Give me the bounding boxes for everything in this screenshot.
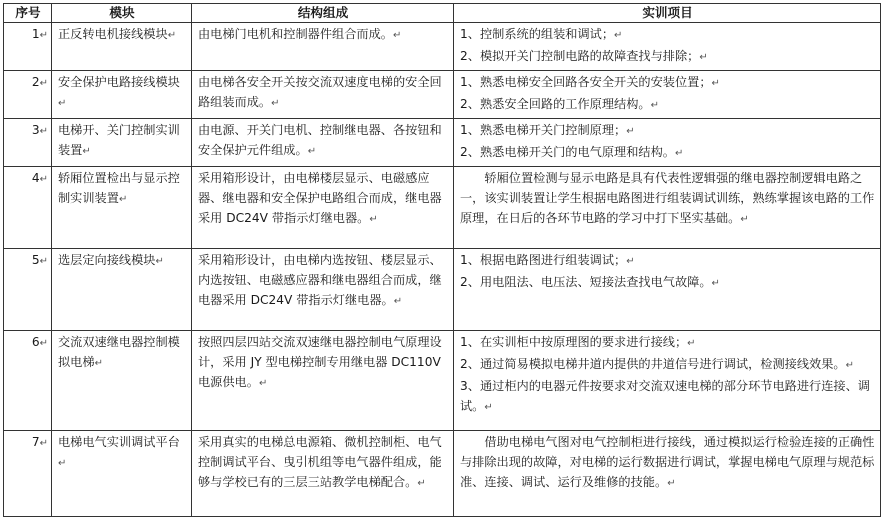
module-cell-text: 正反转电机接线模块 xyxy=(58,27,168,41)
training-item-text: 2、熟悉安全回路的工作原理结构。 xyxy=(460,97,651,111)
paragraph-mark-icon: ↵ xyxy=(58,458,67,469)
row-num-cell-text: 5 xyxy=(31,253,40,267)
structure-cell xyxy=(192,431,454,517)
training-item xyxy=(460,272,875,294)
table-row xyxy=(4,23,881,71)
training-item-text: 2、用电阻法、电压法、短接法查找电气故障。 xyxy=(460,275,712,289)
training-item xyxy=(460,120,875,142)
structure-cell xyxy=(192,331,454,431)
training-item-text: 1、在实训柜中按原理图的要求进行接线； xyxy=(460,335,688,349)
paragraph-mark-icon: ↵ xyxy=(711,78,720,89)
table-row xyxy=(4,249,881,331)
training-paragraph xyxy=(460,432,875,494)
row-num-cell xyxy=(4,331,52,431)
row-num-cell-text: 4 xyxy=(31,171,40,185)
module-cell-text: 电梯电气实训调试平台 xyxy=(58,435,180,449)
training-item xyxy=(460,46,875,68)
paragraph-mark-icon: ↵ xyxy=(271,98,280,109)
structure-cell xyxy=(192,119,454,167)
training-cell xyxy=(454,71,881,119)
paragraph-mark-icon: ↵ xyxy=(845,360,854,371)
table-row xyxy=(4,167,881,249)
module-cell xyxy=(52,331,192,431)
paragraph-mark-icon: ↵ xyxy=(740,214,749,225)
training-item-text: 2、通过简易模拟电梯井道内提供的井道信号进行调试，检测接线效果。 xyxy=(460,357,846,371)
paragraph-mark-icon: ↵ xyxy=(614,30,623,41)
paragraph-mark-icon: ↵ xyxy=(155,256,164,267)
paragraph-mark-icon: ↵ xyxy=(650,100,659,111)
table-header-row xyxy=(4,4,881,23)
training-item xyxy=(460,72,875,94)
module-cell xyxy=(52,71,192,119)
structure-cell-text: 由电源、开关门电机、控制继电器、各按钮和安全保护元件组成。 xyxy=(198,123,442,157)
training-item-text: 1、熟悉电梯开关门控制原理； xyxy=(460,123,627,137)
module-cell-text: 安全保护电路接线模块 xyxy=(58,75,180,89)
row-num-cell-text: 6 xyxy=(31,335,40,349)
module-cell xyxy=(52,119,192,167)
row-num-cell xyxy=(4,23,52,71)
paragraph-mark-icon: ↵ xyxy=(39,256,48,267)
training-item-text: 1、熟悉电梯安全回路各安全开关的安装位置； xyxy=(460,75,712,89)
paragraph-mark-icon: ↵ xyxy=(393,296,403,307)
paragraph-mark-icon: ↵ xyxy=(699,52,708,63)
training-item-text: 3、通过柜内的电器元件按要求对交流双速电梯的部分环节电路进行连接、调试。 xyxy=(460,379,870,413)
paragraph-mark-icon: ↵ xyxy=(369,214,378,225)
structure-cell-text: 按照四层四站交流双速继电器控制电气原理设计，采用 JY 型电梯控制专用继电器 DC110V 电源供电。 xyxy=(198,335,442,389)
training-equipment-table xyxy=(3,3,881,517)
training-cell xyxy=(454,431,881,517)
paragraph-mark-icon: ↵ xyxy=(258,378,268,389)
paragraph-mark-icon: ↵ xyxy=(393,30,402,41)
header-structure: 结构组成 xyxy=(192,4,454,23)
module-cell-text: 轿厢位置检出与显示控制实训装置 xyxy=(58,171,180,205)
paragraph-mark-icon: ↵ xyxy=(687,338,696,349)
paragraph-mark-icon: ↵ xyxy=(667,478,676,489)
structure-cell-text: 由电梯各安全开关按交流双速度电梯的安全回路组装而成。 xyxy=(198,75,442,109)
module-cell-text: 电梯开、关门控制实训装置 xyxy=(58,123,180,157)
paragraph-mark-icon: ↵ xyxy=(39,438,48,449)
training-item-text: 2、熟悉电梯开关门的电气原理和结构。 xyxy=(460,145,675,159)
row-num-cell xyxy=(4,431,52,517)
paragraph-mark-icon: ↵ xyxy=(626,256,635,267)
training-cell xyxy=(454,249,881,331)
header-training: 实训项目 xyxy=(454,4,881,23)
training-item xyxy=(460,250,875,272)
training-cell xyxy=(454,119,881,167)
paragraph-mark-icon: ↵ xyxy=(58,98,67,109)
header-num: 序号 xyxy=(4,4,52,23)
paragraph-mark-icon: ↵ xyxy=(39,30,48,41)
row-num-cell-text: 3 xyxy=(31,123,40,137)
training-item xyxy=(460,376,875,418)
training-item xyxy=(460,24,875,46)
training-item xyxy=(460,142,875,164)
row-num-cell xyxy=(4,167,52,249)
module-cell xyxy=(52,23,192,71)
table-row xyxy=(4,431,881,517)
paragraph-mark-icon: ↵ xyxy=(711,278,720,289)
module-cell xyxy=(52,167,192,249)
training-item xyxy=(460,332,875,354)
training-paragraph xyxy=(460,168,875,230)
training-item-text: 2、模拟开关门控制电路的故障查找与排除； xyxy=(460,49,700,63)
module-cell-text: 选层定向接线模块 xyxy=(58,253,156,267)
structure-cell-text: 采用箱形设计，由电梯楼层显示、电磁感应器、继电器和安全保护电路组合而成，继电器采用 DC24V 带指示灯继电器。 xyxy=(198,171,442,225)
structure-cell-text: 采用真实的电梯总电源箱、微机控制柜、电气控制调试平台、曳引机组等电气器件组成，能够与学校已有的三层三站教学电梯配合。 xyxy=(198,435,442,489)
training-item xyxy=(460,94,875,116)
paragraph-mark-icon: ↵ xyxy=(39,78,48,89)
training-cell xyxy=(454,23,881,71)
row-num-cell-text: 7 xyxy=(31,435,40,449)
row-num-cell-text: 2 xyxy=(31,75,40,89)
structure-cell xyxy=(192,71,454,119)
paragraph-mark-icon: ↵ xyxy=(626,126,635,137)
row-num-cell xyxy=(4,119,52,167)
paragraph-mark-icon: ↵ xyxy=(307,146,317,157)
paragraph-mark-icon: ↵ xyxy=(167,30,177,41)
structure-cell xyxy=(192,23,454,71)
module-cell-text: 交流双速继电器控制模拟电梯 xyxy=(58,335,180,369)
table-body xyxy=(4,23,881,517)
paragraph-mark-icon: ↵ xyxy=(39,174,48,185)
paragraph-mark-icon: ↵ xyxy=(674,148,684,159)
training-paragraph-text: 借助电梯电气图对电气控制柜进行接线，通过模拟运行检验连接的正确性与排除出现的故障，对电梯的运行数据进行调试，掌握电梯电气原理与规范标准、连接、调试、运行及维修的技能。 xyxy=(460,435,875,489)
structure-cell-text: 采用箱形设计，由电梯内选按钮、楼层显示、内选按钮、电磁感应器和继电器组合而成，继电器采用 DC24V 带指示灯继电器。 xyxy=(198,253,442,307)
table-row xyxy=(4,331,881,431)
training-cell xyxy=(454,331,881,431)
paragraph-mark-icon: ↵ xyxy=(82,146,91,157)
structure-cell xyxy=(192,249,454,331)
header-module: 模块 xyxy=(52,4,192,23)
structure-cell-text: 由电梯门电机和控制器件组合而成。 xyxy=(198,27,393,41)
paragraph-mark-icon: ↵ xyxy=(94,358,103,369)
module-cell xyxy=(52,249,192,331)
paragraph-mark-icon: ↵ xyxy=(39,338,48,349)
training-paragraph-text: 轿厢位置检测与显示电路是具有代表性逻辑强的继电器控制逻辑电路之一，该实训装置让学生根据电路图进行组装调试训练，熟练掌握该电路的工作原理，在日后的各环节电路的学习中打下坚实基础。 xyxy=(460,171,875,225)
module-cell xyxy=(52,431,192,517)
table-row xyxy=(4,119,881,167)
paragraph-mark-icon: ↵ xyxy=(118,194,128,205)
paragraph-mark-icon: ↵ xyxy=(484,402,493,413)
training-item xyxy=(460,354,875,376)
paragraph-mark-icon: ↵ xyxy=(39,126,48,137)
table-row xyxy=(4,71,881,119)
row-num-cell-text: 1 xyxy=(31,27,40,41)
row-num-cell xyxy=(4,71,52,119)
training-item-text: 1、根据电路图进行组装调试； xyxy=(460,253,627,267)
paragraph-mark-icon: ↵ xyxy=(417,478,426,489)
training-cell xyxy=(454,167,881,249)
row-num-cell xyxy=(4,249,52,331)
structure-cell xyxy=(192,167,454,249)
training-item-text: 1、控制系统的组装和调试； xyxy=(460,27,615,41)
